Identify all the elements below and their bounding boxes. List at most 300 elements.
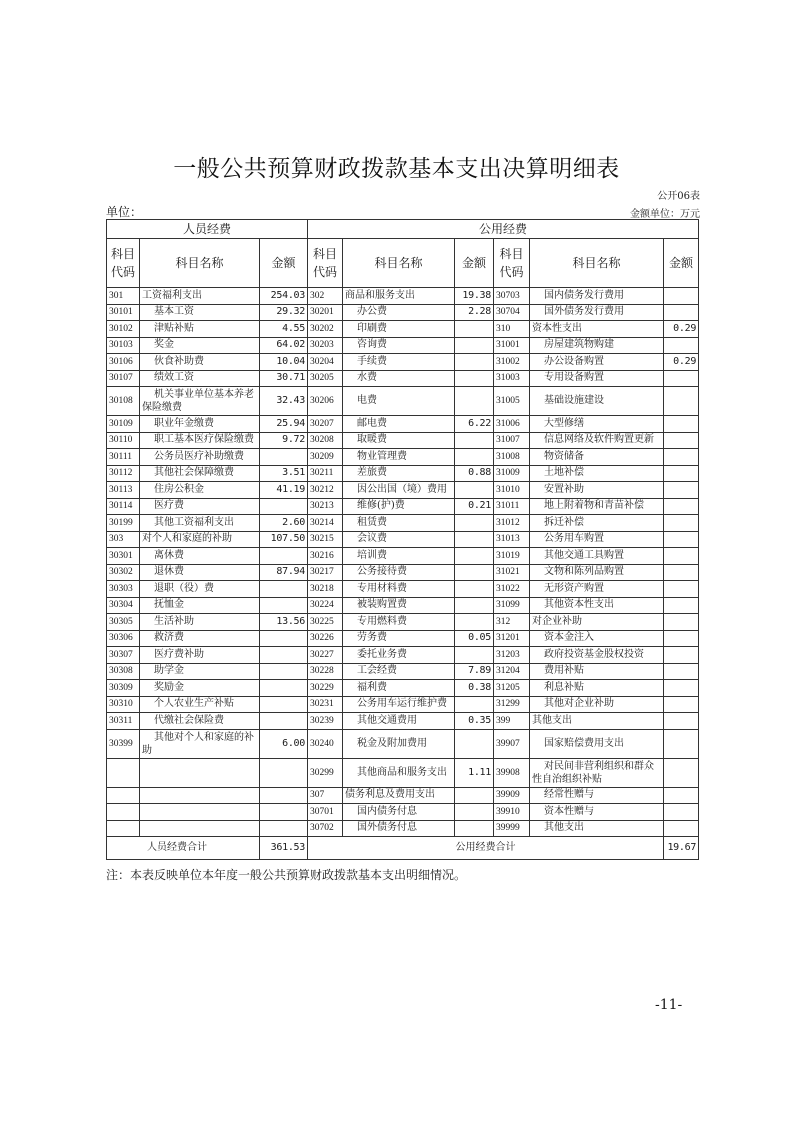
subject-name-text: 专用燃料费: [357, 615, 407, 627]
subject-code: 31013: [494, 531, 530, 548]
subject-code: 30206: [308, 387, 343, 416]
subject-name: [343, 288, 455, 305]
subject-code: 30226: [308, 630, 343, 647]
subject-name-text: 商品和服务支出: [345, 289, 415, 301]
subject-code: 30239: [308, 713, 343, 730]
amount: 32.43: [260, 387, 308, 416]
subject-code: 30306: [107, 630, 140, 647]
amount: [664, 713, 699, 730]
subject-name: [530, 787, 664, 804]
subject-name: [140, 321, 260, 338]
subject-name-text: 医疗费: [154, 500, 184, 512]
amount: [260, 663, 308, 680]
subject-name: [140, 304, 260, 321]
subject-name: [343, 387, 455, 416]
subject-name-text: 对民间非营利组织和群众性自治组织补贴: [532, 760, 654, 785]
subject-name: [530, 432, 664, 449]
subject-name-text: 机关事业单位基本养老保险缴费: [142, 389, 254, 413]
subject-name: [140, 498, 260, 515]
subject-code: 30702: [308, 820, 343, 837]
subject-code: 307: [308, 787, 343, 804]
table-row: [107, 630, 699, 647]
amount: [455, 787, 494, 804]
amount: [455, 564, 494, 581]
amount: [664, 449, 699, 466]
subject-name: [530, 696, 664, 713]
subject-name-text: 退休费: [154, 566, 184, 578]
subject-name-text: 公务接待费: [357, 566, 407, 578]
subject-name-text: 劳务费: [357, 632, 387, 644]
subject-name-text: 租赁费: [357, 516, 387, 528]
amount: 64.02: [260, 337, 308, 354]
subject-name-text: 办公费: [357, 306, 387, 318]
subject-name: [140, 787, 260, 804]
subject-name-text: 安置补助: [544, 483, 584, 495]
subject-code: 31009: [494, 465, 530, 482]
amount: 0.38: [455, 680, 494, 697]
amount: 6.22: [455, 416, 494, 433]
amount: [260, 696, 308, 713]
subject-name-text: 国外债务发行费用: [544, 306, 624, 318]
subject-name-text: 大型修缮: [544, 417, 584, 429]
amount: 87.94: [260, 564, 308, 581]
subject-code: 30302: [107, 564, 140, 581]
amount: [664, 581, 699, 598]
table-row: [107, 432, 699, 449]
subject-code: 30227: [308, 647, 343, 664]
subject-name-text: 对企业补助: [532, 615, 582, 627]
subject-code: 30204: [308, 354, 343, 371]
subject-name-text: 邮电费: [357, 417, 387, 429]
subject-name: [530, 680, 664, 697]
table-row: [107, 696, 699, 713]
subject-code: 31019: [494, 548, 530, 565]
subject-code: 30112: [107, 465, 140, 482]
subject-name: [343, 370, 455, 387]
subject-name-text: 工资福利支出: [142, 289, 202, 301]
subject-code: 30102: [107, 321, 140, 338]
subject-code: 30311: [107, 713, 140, 730]
subject-code: 30199: [107, 515, 140, 532]
subject-code: 30107: [107, 370, 140, 387]
subject-name-text: 其他对企业补助: [544, 698, 614, 710]
subject-code: 303: [107, 531, 140, 548]
subject-name: [530, 482, 664, 499]
subject-code: 30704: [494, 304, 530, 321]
amount: 19.38: [455, 288, 494, 305]
section-header-row: [107, 220, 699, 239]
amount: 30.71: [260, 370, 308, 387]
subject-name: [343, 729, 455, 758]
amount: [664, 370, 699, 387]
subject-code: 30202: [308, 321, 343, 338]
header-amount: 金额: [455, 239, 494, 288]
subject-name: [140, 663, 260, 680]
subject-code: 30214: [308, 515, 343, 532]
amount: 3.51: [260, 465, 308, 482]
amount: [664, 647, 699, 664]
page-number: -11-: [655, 997, 683, 1013]
subject-code: 30308: [107, 663, 140, 680]
subject-code: 31011: [494, 498, 530, 515]
amount: [455, 729, 494, 758]
subject-code: 31001: [494, 337, 530, 354]
subject-code: 30224: [308, 597, 343, 614]
table-row: [107, 531, 699, 548]
subject-name: [343, 304, 455, 321]
subject-name-text: 土地补偿: [544, 467, 584, 479]
subject-code: 30109: [107, 416, 140, 433]
subject-name-text: 信息网络及软件购置更新: [544, 434, 654, 446]
amount: 9.72: [260, 432, 308, 449]
subject-code: 30310: [107, 696, 140, 713]
subject-name: [530, 663, 664, 680]
subject-name-text: 会议费: [357, 533, 387, 545]
footnote: 注：本表反映单位本年度一般公共预算财政拨款基本支出明细情况。: [106, 868, 467, 882]
table-row: [107, 498, 699, 515]
personnel-total-amount: 361.53: [260, 837, 308, 860]
subject-code: 30203: [308, 337, 343, 354]
subject-name: [343, 663, 455, 680]
subject-name: [530, 820, 664, 837]
amount: [664, 820, 699, 837]
subject-name-text: 离休费: [154, 549, 184, 561]
subject-code: 301: [107, 288, 140, 305]
amount: [455, 647, 494, 664]
subject-name-text: 印刷费: [357, 322, 387, 334]
subject-name-text: 住房公积金: [154, 483, 204, 495]
amount: [664, 680, 699, 697]
subject-name-text: 福利费: [357, 681, 387, 693]
subject-name: [140, 758, 260, 787]
subject-name: [343, 449, 455, 466]
subject-name-text: 费用补贴: [544, 665, 584, 677]
subject-name: [343, 597, 455, 614]
subject-code: 30217: [308, 564, 343, 581]
amount: [664, 387, 699, 416]
subject-name: [140, 432, 260, 449]
subject-name-text: 其他交通费用: [357, 714, 417, 726]
amount: [260, 581, 308, 598]
table-row: [107, 787, 699, 804]
subject-code: 31204: [494, 663, 530, 680]
subject-code: [107, 758, 140, 787]
subject-code: 30106: [107, 354, 140, 371]
subject-name-text: 工会经费: [357, 665, 397, 677]
subject-name: [343, 696, 455, 713]
header-amount: 金额: [664, 239, 699, 288]
subject-code: 31006: [494, 416, 530, 433]
subject-name-text: 利息补贴: [544, 681, 584, 693]
amount: [664, 758, 699, 787]
amount: [664, 515, 699, 532]
subject-name-text: 助学金: [154, 665, 184, 677]
subject-name: [343, 498, 455, 515]
subject-name-text: 奖励金: [154, 681, 184, 693]
amount: 7.89: [455, 663, 494, 680]
subject-name: [530, 564, 664, 581]
table-row: [107, 321, 699, 338]
subject-name-text: 国内债务付息: [357, 805, 417, 817]
subject-code: 30703: [494, 288, 530, 305]
amount: [664, 288, 699, 305]
table-row: [107, 304, 699, 321]
subject-name: [140, 564, 260, 581]
subject-name-text: 手续费: [357, 355, 387, 367]
subject-name: [530, 416, 664, 433]
amount: [455, 614, 494, 631]
subject-name-text: 资本性支出: [532, 322, 582, 334]
amount: [455, 449, 494, 466]
subject-code: 30103: [107, 337, 140, 354]
subject-code: 31003: [494, 370, 530, 387]
amount: [260, 498, 308, 515]
subject-code: 30215: [308, 531, 343, 548]
subject-name-text: 委托业务费: [357, 648, 407, 660]
subject-name-text: 资本性赠与: [544, 805, 594, 817]
amount: [260, 548, 308, 565]
amount: [664, 614, 699, 631]
subject-name-text: 公务员医疗补助缴费: [154, 450, 244, 462]
table-row: [107, 354, 699, 371]
subject-code: 39908: [494, 758, 530, 787]
amount: 6.00: [260, 729, 308, 758]
subject-name-text: 电费: [357, 395, 377, 406]
table-row: [107, 465, 699, 482]
header-amount: 金额: [260, 239, 308, 288]
table-row: [107, 387, 699, 416]
table-row: [107, 820, 699, 837]
subject-name: [530, 515, 664, 532]
subject-name: [140, 416, 260, 433]
public-total-label: 公用经费合计: [308, 837, 664, 860]
header-name: 科目名称: [530, 239, 664, 288]
subject-name: [343, 564, 455, 581]
subject-code: 39999: [494, 820, 530, 837]
amount: [455, 321, 494, 338]
subject-name: [343, 416, 455, 433]
form-number: 公开06表: [657, 191, 700, 202]
amount: [664, 482, 699, 499]
subject-code: 30305: [107, 614, 140, 631]
subject-code: 31005: [494, 387, 530, 416]
table-row: [107, 614, 699, 631]
subject-name-text: 个人农业生产补贴: [154, 698, 234, 710]
subject-name: [530, 465, 664, 482]
amount: [664, 432, 699, 449]
subject-name: [140, 696, 260, 713]
subject-name: [530, 354, 664, 371]
amount: [260, 804, 308, 821]
subject-code: 39910: [494, 804, 530, 821]
amount: 10.04: [260, 354, 308, 371]
amount: 13.56: [260, 614, 308, 631]
subject-code: 31022: [494, 581, 530, 598]
subject-name-text: 国家赔偿费用支出: [544, 737, 624, 749]
amount: [455, 337, 494, 354]
subject-name-text: 退职（役）费: [154, 582, 214, 594]
subject-name-text: 奖金: [154, 339, 174, 351]
subject-name: [140, 515, 260, 532]
subject-name-text: 津贴补贴: [154, 322, 194, 334]
header-name: 科目名称: [140, 239, 260, 288]
subject-name-text: 其他社会保障缴费: [154, 467, 234, 479]
header-name: 科目名称: [343, 239, 455, 288]
amount: [455, 820, 494, 837]
subject-name-text: 其他对个人和家庭的补助: [142, 731, 254, 756]
subject-name: [530, 804, 664, 821]
amount: 0.29: [664, 354, 699, 371]
subject-name: [140, 630, 260, 647]
subject-code: 30299: [308, 758, 343, 787]
section-personnel: 人员经费: [107, 220, 308, 239]
subject-name-text: 拆迁补偿: [544, 516, 584, 528]
table-row: [107, 581, 699, 598]
amount: 41.19: [260, 482, 308, 499]
amount: [455, 581, 494, 598]
subject-name-text: 对个人和家庭的补助: [142, 533, 232, 545]
amount: 0.35: [455, 713, 494, 730]
amount: 107.50: [260, 531, 308, 548]
amount: [664, 597, 699, 614]
amount: [260, 680, 308, 697]
subject-name: [140, 370, 260, 387]
subject-code: 30207: [308, 416, 343, 433]
subject-name-text: 公务用车购置: [544, 533, 604, 545]
subject-name-text: 其他支出: [544, 822, 584, 834]
table-row: [107, 482, 699, 499]
subject-name: [530, 729, 664, 758]
subject-name-text: 专用材料费: [357, 582, 407, 594]
amount: 25.94: [260, 416, 308, 433]
subject-code: 30211: [308, 465, 343, 482]
expenditure-table: [106, 219, 699, 860]
subject-name: [530, 370, 664, 387]
subject-name: [140, 804, 260, 821]
amount: 29.32: [260, 304, 308, 321]
subject-name-text: 其他资本性支出: [544, 599, 614, 611]
subject-name: [343, 647, 455, 664]
subject-name: [343, 820, 455, 837]
public-total-amount: 19.67: [664, 837, 699, 860]
subject-code: 30228: [308, 663, 343, 680]
unit-label: 单位：: [106, 205, 143, 219]
subject-code: 30304: [107, 597, 140, 614]
subject-name: [140, 531, 260, 548]
amount: [664, 787, 699, 804]
subject-code: 31012: [494, 515, 530, 532]
subject-code: 31205: [494, 680, 530, 697]
amount: [664, 548, 699, 565]
subject-name: [343, 548, 455, 565]
table-row: [107, 729, 699, 758]
column-header-row: [107, 239, 699, 288]
amount: [260, 449, 308, 466]
amount: [664, 416, 699, 433]
subject-code: 30201: [308, 304, 343, 321]
subject-code: 30240: [308, 729, 343, 758]
subject-name: [343, 321, 455, 338]
table-row: [107, 663, 699, 680]
subject-name-text: 税金及附加费用: [357, 737, 427, 749]
subject-name: [140, 820, 260, 837]
subject-name: [343, 787, 455, 804]
amount: [664, 804, 699, 821]
subject-name: [343, 804, 455, 821]
subject-name: [343, 515, 455, 532]
subject-code: 31299: [494, 696, 530, 713]
subject-name-text: 公务用车运行维护费: [357, 698, 447, 710]
amount: 0.29: [664, 321, 699, 338]
subject-name: [140, 597, 260, 614]
subject-name-text: 国外债务付息: [357, 822, 417, 834]
amount: [260, 820, 308, 837]
subject-name-text: 被装购置费: [357, 599, 407, 611]
amount: [664, 630, 699, 647]
section-public: 公用经费: [308, 220, 699, 239]
subject-name: [140, 729, 260, 758]
table-row: [107, 370, 699, 387]
subject-name: [530, 288, 664, 305]
amount: [664, 663, 699, 680]
subject-name: [140, 449, 260, 466]
subject-name: [140, 647, 260, 664]
subject-name-text: 债务利息及费用支出: [345, 789, 435, 801]
subject-name-text: 资本金注入: [544, 632, 594, 644]
subject-code: 310: [494, 321, 530, 338]
subject-name-text: 办公设备购置: [544, 355, 604, 367]
table-row: [107, 647, 699, 664]
subject-name: [530, 498, 664, 515]
subject-name-text: 专用设备购置: [544, 372, 604, 384]
subject-name: [343, 614, 455, 631]
table-row: [107, 597, 699, 614]
subject-name: [140, 482, 260, 499]
amount: [455, 804, 494, 821]
subject-code: 399: [494, 713, 530, 730]
subject-name-text: 救济费: [154, 632, 184, 644]
subject-code: 30209: [308, 449, 343, 466]
amount: 2.60: [260, 515, 308, 532]
subject-name-text: 医疗费补助: [154, 648, 204, 660]
subject-name-text: 其他工资福利支出: [154, 516, 234, 528]
subject-name: [530, 614, 664, 631]
amount: 0.88: [455, 465, 494, 482]
subject-name: [530, 321, 664, 338]
amount: [260, 630, 308, 647]
header-code: 科目代码: [308, 239, 343, 288]
page-title: 一般公共预算财政拨款基本支出决算明细表: [173, 156, 620, 182]
subject-code: 30225: [308, 614, 343, 631]
subject-name: [140, 614, 260, 631]
subject-name-text: 地上附着物和青苗补偿: [544, 500, 644, 512]
table-row: [107, 713, 699, 730]
subject-name: [530, 449, 664, 466]
subject-code: 30108: [107, 387, 140, 416]
amount: [664, 304, 699, 321]
subject-name: [343, 432, 455, 449]
subject-code: 30701: [308, 804, 343, 821]
subject-name: [530, 387, 664, 416]
subject-name: [530, 758, 664, 787]
subject-name-text: 基本工资: [154, 306, 194, 318]
subject-code: 30101: [107, 304, 140, 321]
subject-name-text: 咨询费: [357, 339, 387, 351]
subject-name-text: 差旅费: [357, 467, 387, 479]
subject-name: [343, 581, 455, 598]
subject-name: [140, 465, 260, 482]
subject-code: 30110: [107, 432, 140, 449]
